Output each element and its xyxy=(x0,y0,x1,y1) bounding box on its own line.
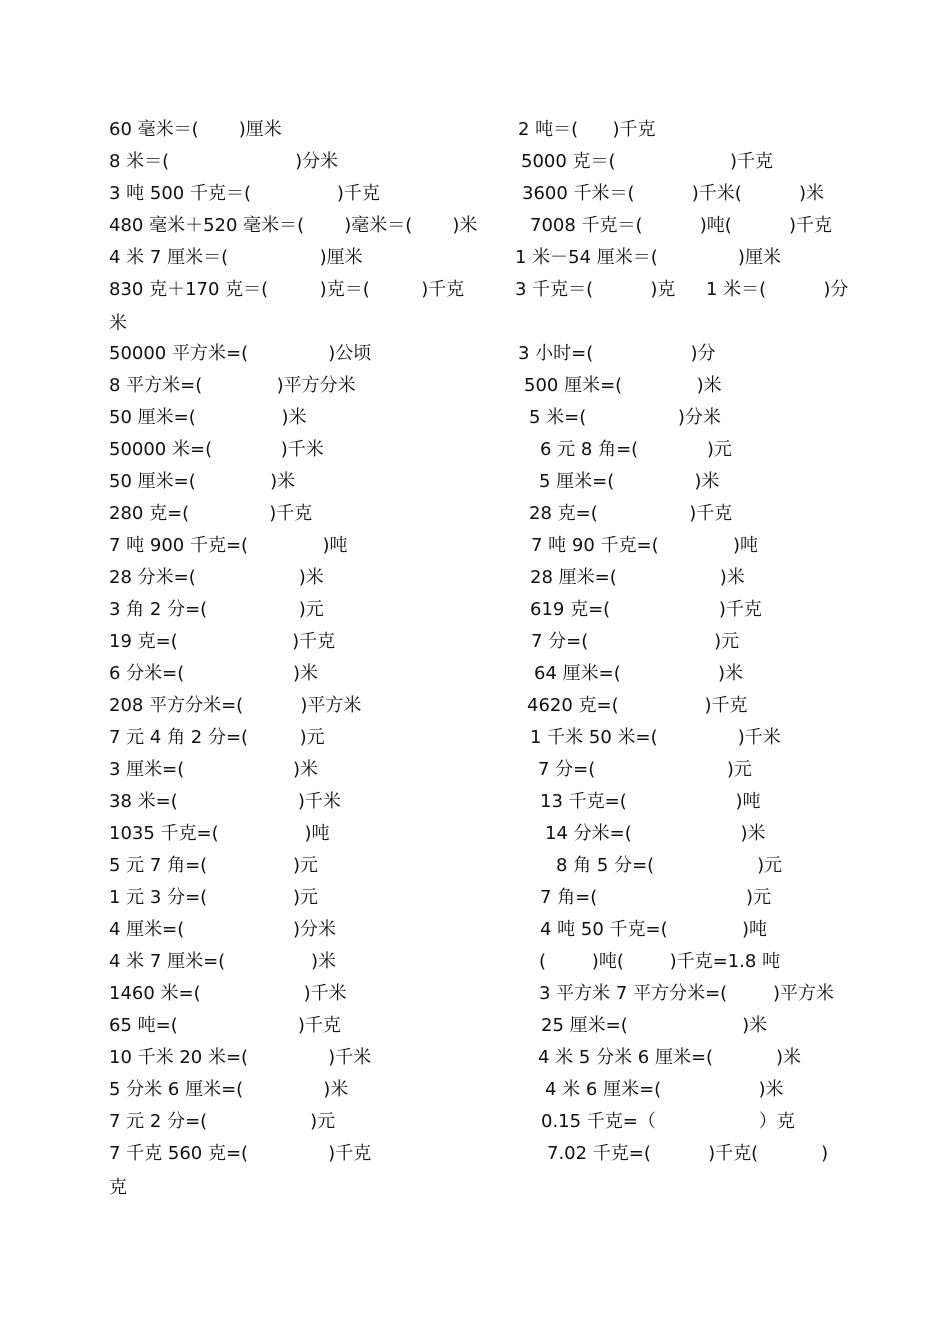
problem-line: ( )吨( )千克=1.8 吨 xyxy=(539,951,781,972)
problem-line: 7 角=( )元 xyxy=(540,887,772,908)
problem-line: 25 厘米=( )米 xyxy=(541,1015,768,1036)
problem-line: 6 元 8 角=( )元 xyxy=(540,439,732,460)
problem-line: 4620 克=( )千克 xyxy=(527,695,748,716)
problem-line: 7 吨 90 千克=( )吨 xyxy=(531,535,759,556)
problem-line: 65 吨=( )千克 xyxy=(109,1015,341,1036)
problem-line: 1 米－54 厘米＝( )厘米 xyxy=(515,247,781,268)
problem-line: 5 元 7 角=( )元 xyxy=(109,855,319,876)
problem-line: 38 米=( )千米 xyxy=(109,791,341,812)
problem-line: 4 米 7 厘米=( )米 xyxy=(109,951,337,972)
problem-line: 5 分米 6 厘米=( )米 xyxy=(109,1079,349,1100)
problem-line: 28 克=( )千克 xyxy=(529,503,733,524)
problem-line: 1 千米 50 米=( )千米 xyxy=(530,727,781,748)
problem-line: 13 千克=( )吨 xyxy=(540,791,761,812)
problem-line: 0.15 千克=（ ）克 xyxy=(541,1111,795,1132)
problem-line: 1035 千克=( )吨 xyxy=(109,823,330,844)
problem-line: 14 分米=( )米 xyxy=(545,823,766,844)
problem-line: 19 克=( )千克 xyxy=(109,631,336,652)
problem-line: 5000 克＝( )千克 xyxy=(521,151,774,172)
problem-line: 28 分米=( )米 xyxy=(109,567,324,588)
problem-line: 2 吨＝( )千克 xyxy=(518,119,656,140)
problem-line: 8 米＝( )分米 xyxy=(109,151,339,172)
problem-line: 米 xyxy=(109,313,127,334)
problem-line: 5 厘米=( )米 xyxy=(539,471,720,492)
problem-line: 64 厘米=( )米 xyxy=(534,663,744,684)
problem-line: 50000 平方米=( )公顷 xyxy=(109,343,372,364)
problem-line: 5 米=( )分米 xyxy=(529,407,721,428)
problem-line: 3600 千米＝( )千米( )米 xyxy=(522,183,825,204)
problem-line: 7 分=( )元 xyxy=(531,631,740,652)
problem-line: 60 毫米＝( )厘米 xyxy=(109,119,282,140)
problem-line: 4 米 5 分米 6 厘米=( )米 xyxy=(538,1047,802,1068)
problem-line: 1 元 3 分=( )元 xyxy=(109,887,319,908)
problem-line: 4 米 7 厘米＝( )厘米 xyxy=(109,247,363,268)
problem-line: 280 克=( )千克 xyxy=(109,503,313,524)
problem-line: 3 平方米 7 平方分米=( )平方米 xyxy=(539,983,834,1004)
problem-line: 50 厘米=( )米 xyxy=(109,471,296,492)
problem-line: 830 克＋170 克＝( )克＝( )千克 xyxy=(109,279,465,300)
problem-line: 6 分米=( )米 xyxy=(109,663,319,684)
problem-line: 1460 米=( )千米 xyxy=(109,983,347,1004)
problem-line: 619 克=( )千克 xyxy=(530,599,762,620)
problem-line: 3 吨 500 千克＝( )千克 xyxy=(109,183,380,204)
problem-line: 3 小时=( )分 xyxy=(518,343,716,364)
problem-line: 3 千克＝( )克 xyxy=(515,279,676,300)
problem-line: 1 米＝( )分 xyxy=(706,279,849,300)
problem-line: 7 元 2 分=( )元 xyxy=(109,1111,336,1132)
problem-line: 500 厘米=( )米 xyxy=(524,375,722,396)
problem-line: 克 xyxy=(109,1177,127,1198)
problem-line: 7 千克 560 克=( )千克 xyxy=(109,1143,372,1164)
problem-line: 480 毫米＋520 毫米＝( )毫米＝( )米 xyxy=(109,215,478,236)
problem-line: 50 厘米=( )米 xyxy=(109,407,307,428)
problem-line: 8 角 5 分=( )元 xyxy=(556,855,783,876)
problem-line: 4 吨 50 千克=( )吨 xyxy=(540,919,768,940)
problem-line: 7 吨 900 千克=( )吨 xyxy=(109,535,348,556)
problem-line: 50000 米=( )千米 xyxy=(109,439,324,460)
problem-line: 3 厘米=( )米 xyxy=(109,759,319,780)
problem-line: 7 分=( )元 xyxy=(538,759,752,780)
problem-line: 28 厘米=( )米 xyxy=(530,567,745,588)
problem-line: 7.02 千克=( )千克( ) xyxy=(547,1143,829,1164)
problem-line: 8 平方米=( )平方分米 xyxy=(109,375,356,396)
problem-line: 4 厘米=( )分米 xyxy=(109,919,337,940)
problem-line: 4 米 6 厘米=( )米 xyxy=(545,1079,784,1100)
problem-line: 7008 千克＝( )吨( )千克 xyxy=(530,215,833,236)
problem-line: 10 千米 20 米=( )千米 xyxy=(109,1047,372,1068)
problem-line: 3 角 2 分=( )元 xyxy=(109,599,324,620)
problem-line: 7 元 4 角 2 分=( )元 xyxy=(109,727,325,748)
problem-line: 208 平方分米=( )平方米 xyxy=(109,695,362,716)
